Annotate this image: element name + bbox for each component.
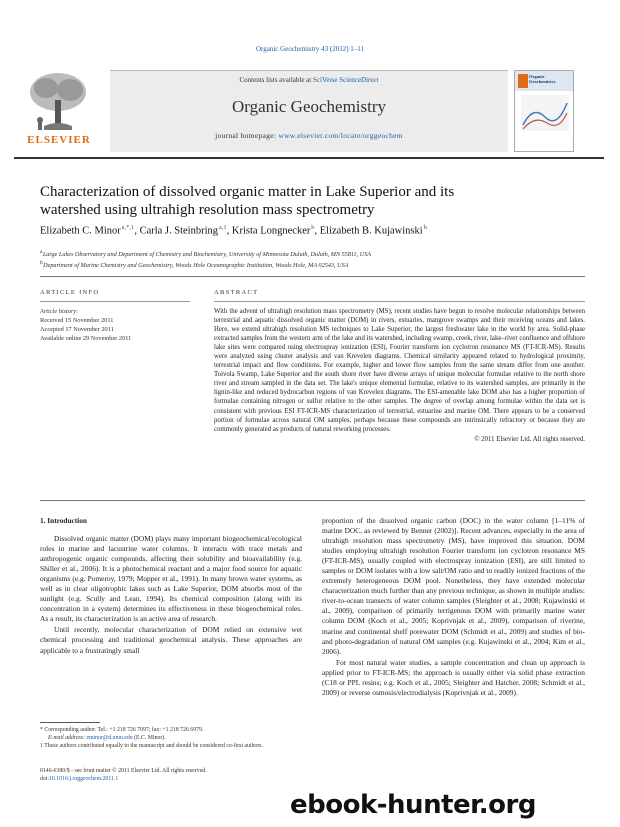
online-date: Available online 29 November 2011 [40,335,132,342]
body-paragraph: Dissolved organic matter (DOM) plays many important biogeochemical/ecological roles in marine and lacustrine water columns. It interacts with trace metals and anthropogenic organic compounds, affecting their solubility and bioavailability (e.g. Shiller et al., 2006). It is a photochemical reactant and a major food source for aquatic organisms (e.g. Pomeroy, 1979; Mopper et al., 1991). In many brown water systems, as well as in clear oligotrophic lakes such as Lake Superior, DOM absorbs most of the sunlight (e.g. Scully and Lean, 1994). Its chemical composition (along with its concentration in a system) determines its effectiveness in these biogeochemical roles. As a result, its characterization is an active area of research. [40,534,302,624]
email-suffix: (E.C. Minor). [134,735,166,741]
affiliation-text: Department of Marine Chemistry and Geochemistry, Woods Hole Oceanographic Institution, Woods Hole, MA 02543, USA [43,262,349,270]
cover-title-line2: Geochemistry [529,79,556,84]
contents-prefix: Contents lists available at [239,76,313,84]
article-title-line1: Characterization of dissolved organic matter in Lake Superior and its [40,184,455,200]
abstract [214,289,585,443]
section-rule [40,276,585,277]
email-note [40,734,302,742]
doi-link[interactable]: 10.1016/j.orggeochem.2011.1 [49,776,119,782]
history-label: Article history: [40,308,79,315]
body-paragraph: Until recently, molecular characterization of DOM relied on extensive wet chemical processing and traditional geochemical analysis. These approaches are applicable to a frustratingly small [40,625,302,655]
article-title [40,183,585,219]
article-info [40,289,190,343]
affiliation-sup: b [40,260,43,267]
body-paragraph: For most natural water studies, a sample concentration and clean up approach is applied prior to FT-ICR-MS; the approach is usually either via solid phase extraction (C18 or PPL resins; e.g. Koch et al., 2005; Sleighter and Hatcher, 2008; Schmidt et al., 2009) or reverse osmosis/electrodialysis (Koprivnjak et al., 2009). [322,657,585,697]
email-link[interactable]: eminor@d.umn.edu [86,735,133,741]
affiliation-item [40,259,585,270]
abstract-label: ABSTRACT [214,289,259,296]
sciencedirect-link[interactable]: SciVerse ScienceDirect [313,76,379,84]
section-heading: 1. Introduction [40,516,87,525]
section-rule [40,500,585,501]
cover-image-icon [521,95,569,131]
doi-line [40,775,310,783]
homepage-prefix: journal homepage: [215,131,279,140]
footnotes [40,726,302,750]
author-list: Elizabeth C. Minor $^{a,*,1}$, Carla J. Steinbring $^{a,1}$, Krista Longnecker $^b$, Elizabeth B. Kujawinski $^b$ [40,224,427,237]
author-name[interactable]: Carla J. Steinbring [139,225,219,237]
author-name[interactable]: Krista Longnecker [231,225,311,237]
abstract-text: With the advent of ultrahigh resolution mass spectrometry (MS), recent studies have begun to resolve molecular relationships between terrestrial and aquatic dissolved organic matter (DOM) in rivers, estuaries, mangrove swamps and their receiving oceans and lakes. Here, we extend ultrahigh resolution MS techniques to Lake Superior, the largest freshwater lake in the world by area. Solid-phase extracted samples from the western arm of the lake and its watershed, including swamp, creek, river, lake–river confluence and offshore lake sites were compared using electrospray ionization (ESI), Fourier transform ion cyclotron resonance MS (FT-ICR-MS). Results were analyzed using cluster analysis and van Krevelen diagrams. Chemical similarity appeared related to hydrological proximity, terrestrial impact and flow conditions. For example, higher and lower flow samples from the same stream differ from one another. Toivola Swamp, Lake Superior and the south shore river have diverse arrays of unique molecular formulae relative to the north shore river and stream sampled in the data set. The lake's unique elemental formulae, relative to its watershed samples, are primarily in the lignin-like and reduced hydrocarbon regions of van Krevelen diagrams. The ESI-amenable lake DOM also has a higher proportion of formulae containing nitrogen or sulfur relative to the other samples. The degree of overlap among formulae within the data set is consistent with previous ESI FT-ICR-MS characterization of terrestrial, estuarine and marine OM. There appears to be a conserved portion of formulae across natural OM samples, perhaps because these compounds are intrinsically refractory or because they are commonly generated as products of natural reworking processes. [214,308,585,433]
issn-line: 0146-6380/$ - see front matter © 2011 Elsevier Ltd. All rights reserved. [40,768,207,774]
email-label: E-mail address: [48,735,85,741]
masthead [110,70,508,152]
corresponding-author-note: * Corresponding author. Tel.: +1 218 726 7097; fax: +1 218 726 6979. [40,727,204,733]
author-sup[interactable]: a,1 [218,224,227,231]
body-column-left [40,516,302,657]
body-paragraph: proportion of the dissolved organic carbon (DOC) in the water column [1–11% of marine DOC, as reviewed by Benner (2002)]. Recent advances, especially in the area of ultrahigh resolution mass spectrometry (MS), have improved this situation. DOM studies employing ultrahigh resolution Fourier transform ion cyclotron resonance MS (FT-ICR-MS), usually coupled with electrospray ionization (ESI), are still limited to samples or DOM isolates with a low salt/OM ratio and to readily ionized fractions of the extremely heterogeneous DOM pool. Nonetheless, they have extended molecular characterization much further than any previous technique, as shown in multiple studies: river-to-ocean transects of water column samples (Sleighter et al., 2008; Kujawinski et al., 2009), comparison of primarily terrigenous DOM with primarily marine water column DOM (Koch et al., 2005; Koprivnjak et al., 2009), comparison of riverine, marine and continental shelf porewater DOM (Schmidt et al., 2009) and studies of bio- and photo-degradation of natural OM samples (e.g. Kujawinski et al., 2004; Kim et al., 2006). [322,516,585,656]
journal-header [14,70,604,160]
header-rule [14,157,604,159]
author-sup[interactable]: b [311,224,315,231]
copyright: © 2011 Elsevier Ltd. All rights reserved. [474,435,585,443]
cover-title-line1: Organic [529,74,545,79]
watermark: ebook-hunter.org [290,790,536,820]
journal-homepage [110,131,508,140]
journal-title: Organic Geochemistry [231,97,387,116]
contents-line [110,76,508,84]
article-info-rule [40,301,190,302]
body-column-right [322,516,585,699]
author-sup[interactable]: a,*,1 [121,224,135,231]
cover-title [529,74,556,84]
author-name[interactable]: Elizabeth C. Minor [40,225,121,237]
article-info-label: ARTICLE INFO [40,289,100,296]
elsevier-logo[interactable] [14,70,104,152]
cover-logo-icon [518,74,528,88]
footnote-rule [40,722,100,723]
accepted-date: Accepted 17 November 2011 [40,326,114,333]
affiliation-sup: a [40,249,43,255]
author-name[interactable]: Elizabeth B. Kujawinski [319,225,423,237]
issn-block [40,767,310,783]
doi-prefix: doi: [40,776,50,782]
abstract-rule [214,301,585,302]
elsevier-tree-icon [24,70,92,132]
article-history [40,307,190,343]
equal-contribution-note: 1 These authors contributed equally to the manuscript and should be considered co-first authors. [40,743,264,749]
affiliations [40,248,585,270]
elsevier-wordmark: ELSEVIER [27,134,91,146]
article-title-line2: watershed using ultrahigh resolution mass spectrometry [40,202,375,218]
journal-cover[interactable] [514,70,574,152]
journal-reference[interactable]: Organic Geochemistry 43 (2012) 1–11 [255,45,365,53]
affiliation-item [40,248,585,259]
received-date: Received 15 November 2011 [40,317,114,324]
affiliation-text: Large Lakes Observatory and Department of Chemistry and Biochemistry, University of Minnesota Duluth, Duluth, MN 55811, USA [42,251,372,259]
homepage-link[interactable]: www.elsevier.com/locate/orggeochem [278,131,403,140]
author-sup[interactable]: b [423,224,427,231]
